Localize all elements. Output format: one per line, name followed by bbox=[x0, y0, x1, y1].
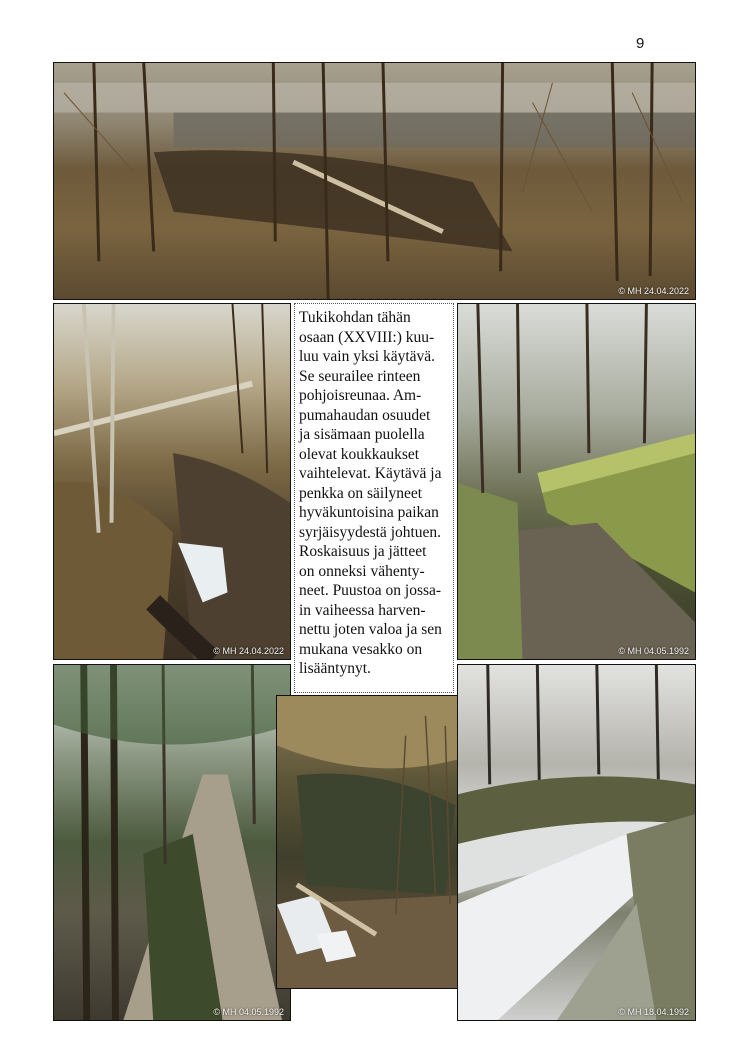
photo-3-illustration bbox=[458, 304, 695, 659]
text-line: luu vain yksi käytävä. bbox=[299, 348, 436, 365]
photo-credit: © MH 18.04.1992 bbox=[618, 1007, 689, 1017]
page-number: 9 bbox=[636, 35, 645, 52]
text-line: Tukikohdan tähän bbox=[299, 309, 411, 326]
photo-4-illustration bbox=[54, 665, 290, 1020]
text-line: pumahaudan osuudet bbox=[299, 406, 431, 424]
text-line: on onneksi vähenty- bbox=[299, 562, 425, 580]
text-line: osaan (XXVIII:) kuu- bbox=[299, 328, 435, 346]
photo-snowy-trench bbox=[457, 664, 696, 1021]
description-text-box bbox=[294, 303, 454, 693]
text-line: nettu joten valoa ja sen bbox=[299, 621, 442, 638]
photo-trench-by-highway bbox=[53, 62, 696, 300]
description-paragraph bbox=[299, 308, 450, 679]
text-line: Roskaisuus ja jätteet bbox=[299, 543, 427, 560]
text-line: vaihtelevat. Käytävä ja bbox=[299, 465, 442, 482]
photo-credit: © MH 04.05.1992 bbox=[618, 646, 689, 656]
text-line: penkka on säilyneet bbox=[299, 484, 423, 502]
text-line: lisääntynyt. bbox=[299, 660, 371, 677]
photo-5-illustration bbox=[277, 696, 471, 988]
text-line: hyväkuntoisina paikan bbox=[299, 504, 439, 521]
photo-credit: © MH 04.05.1992 bbox=[213, 1007, 284, 1017]
photo-forest-path-trench bbox=[53, 664, 291, 1021]
text-line: olevat koukkaukset bbox=[299, 445, 420, 463]
photo-credit: © MH 24.04.2022 bbox=[213, 646, 284, 656]
photo-trench-with-snow bbox=[53, 303, 291, 660]
text-line: syrjäisyydestä johtuen. bbox=[299, 523, 442, 541]
photo-6-illustration bbox=[458, 665, 695, 1020]
photo-1-illustration bbox=[54, 63, 695, 299]
text-line: mukana vesakko on bbox=[299, 640, 423, 658]
photo-credit: © MH 24.04.2022 bbox=[618, 286, 689, 296]
photo-2-illustration bbox=[54, 304, 290, 659]
text-line: in vaiheessa harven- bbox=[299, 601, 426, 619]
text-line: pohjoisreunaa. Am- bbox=[299, 387, 422, 404]
photo-mossy-trench-wall bbox=[457, 303, 696, 660]
text-line: neet. Puustoa on jossa- bbox=[299, 582, 442, 599]
photo-trench-debris bbox=[276, 695, 472, 989]
text-line: Se seurailee rinteen bbox=[299, 367, 421, 385]
text-line: ja sisämaan puolella bbox=[299, 426, 425, 443]
